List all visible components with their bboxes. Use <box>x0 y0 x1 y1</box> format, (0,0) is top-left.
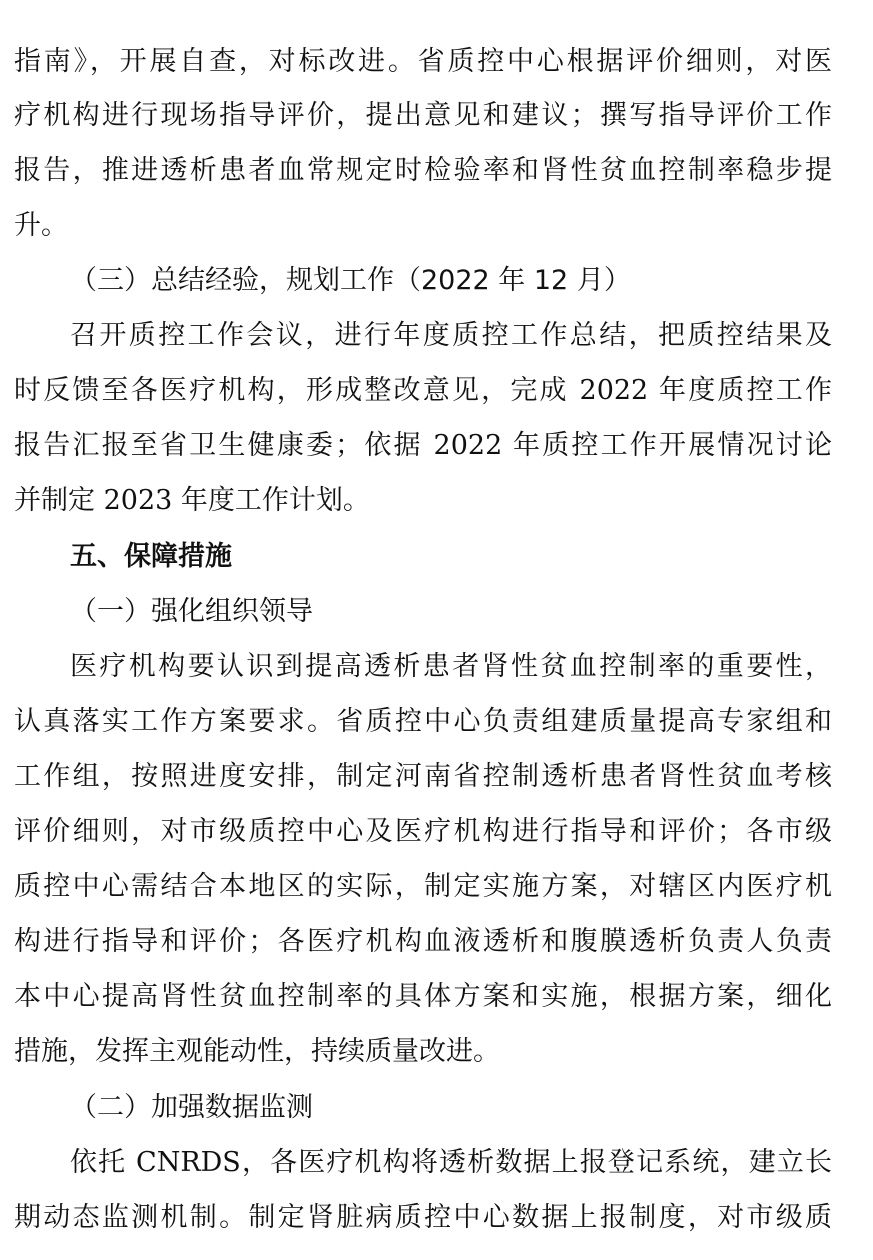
paragraph-line: 疗机构进行现场指导评价，提出意见和建议；撰写指导评价工作 <box>14 100 832 131</box>
paragraph-line: 质控中心需结合本地区的实际，制定实施方案，对辖区内医疗机 <box>14 871 832 902</box>
paragraph-line: 并制定 2023 年度工作计划。 <box>14 485 370 516</box>
paragraph-line: 期动态监测机制。制定肾脏病质控中心数据上报制度，对市级质 <box>14 1202 832 1233</box>
section-heading: （三）总结经验，规划工作（2022 年 12 月） <box>70 265 631 296</box>
chapter-heading: 五、保障措施 <box>70 541 232 572</box>
section-heading: （二）加强数据监测 <box>70 1092 313 1123</box>
paragraph-line: 措施，发挥主观能动性，持续质量改进。 <box>14 1036 500 1067</box>
paragraph-line: 报告汇报至省卫生健康委；依据 2022 年质控工作开展情况讨论 <box>14 430 832 461</box>
section-heading: （一）强化组织领导 <box>70 596 313 627</box>
paragraph-line: 认真落实工作方案要求。省质控中心负责组建质量提高专家组和 <box>14 706 832 737</box>
paragraph-line: 医疗机构要认识到提高透析患者肾性贫血控制率的重要性， <box>70 651 832 682</box>
paragraph-line: 依托 CNRDS，各医疗机构将透析数据上报登记系统，建立长 <box>70 1147 832 1178</box>
paragraph-line: 指南》，开展自查，对标改进。省质控中心根据评价细则，对医 <box>14 46 832 77</box>
paragraph-line: 报告，推进透析患者血常规定时检验率和肾性贫血控制率稳步提 <box>14 155 832 186</box>
paragraph-line: 升。 <box>14 210 68 241</box>
paragraph-line: 评价细则，对市级质控中心及医疗机构进行指导和评价；各市级 <box>14 816 832 847</box>
paragraph-line: 构进行指导和评价；各医疗机构血液透析和腹膜透析负责人负责 <box>14 926 832 957</box>
paragraph-line: 工作组，按照进度安排，制定河南省控制透析患者肾性贫血考核 <box>14 761 832 792</box>
paragraph-line: 时反馈至各医疗机构，形成整改意见，完成 2022 年度质控工作 <box>14 375 832 406</box>
paragraph-line: 召开质控工作会议，进行年度质控工作总结，把质控结果及 <box>70 320 832 351</box>
paragraph-line: 本中心提高肾性贫血控制率的具体方案和实施，根据方案，细化 <box>14 981 832 1012</box>
